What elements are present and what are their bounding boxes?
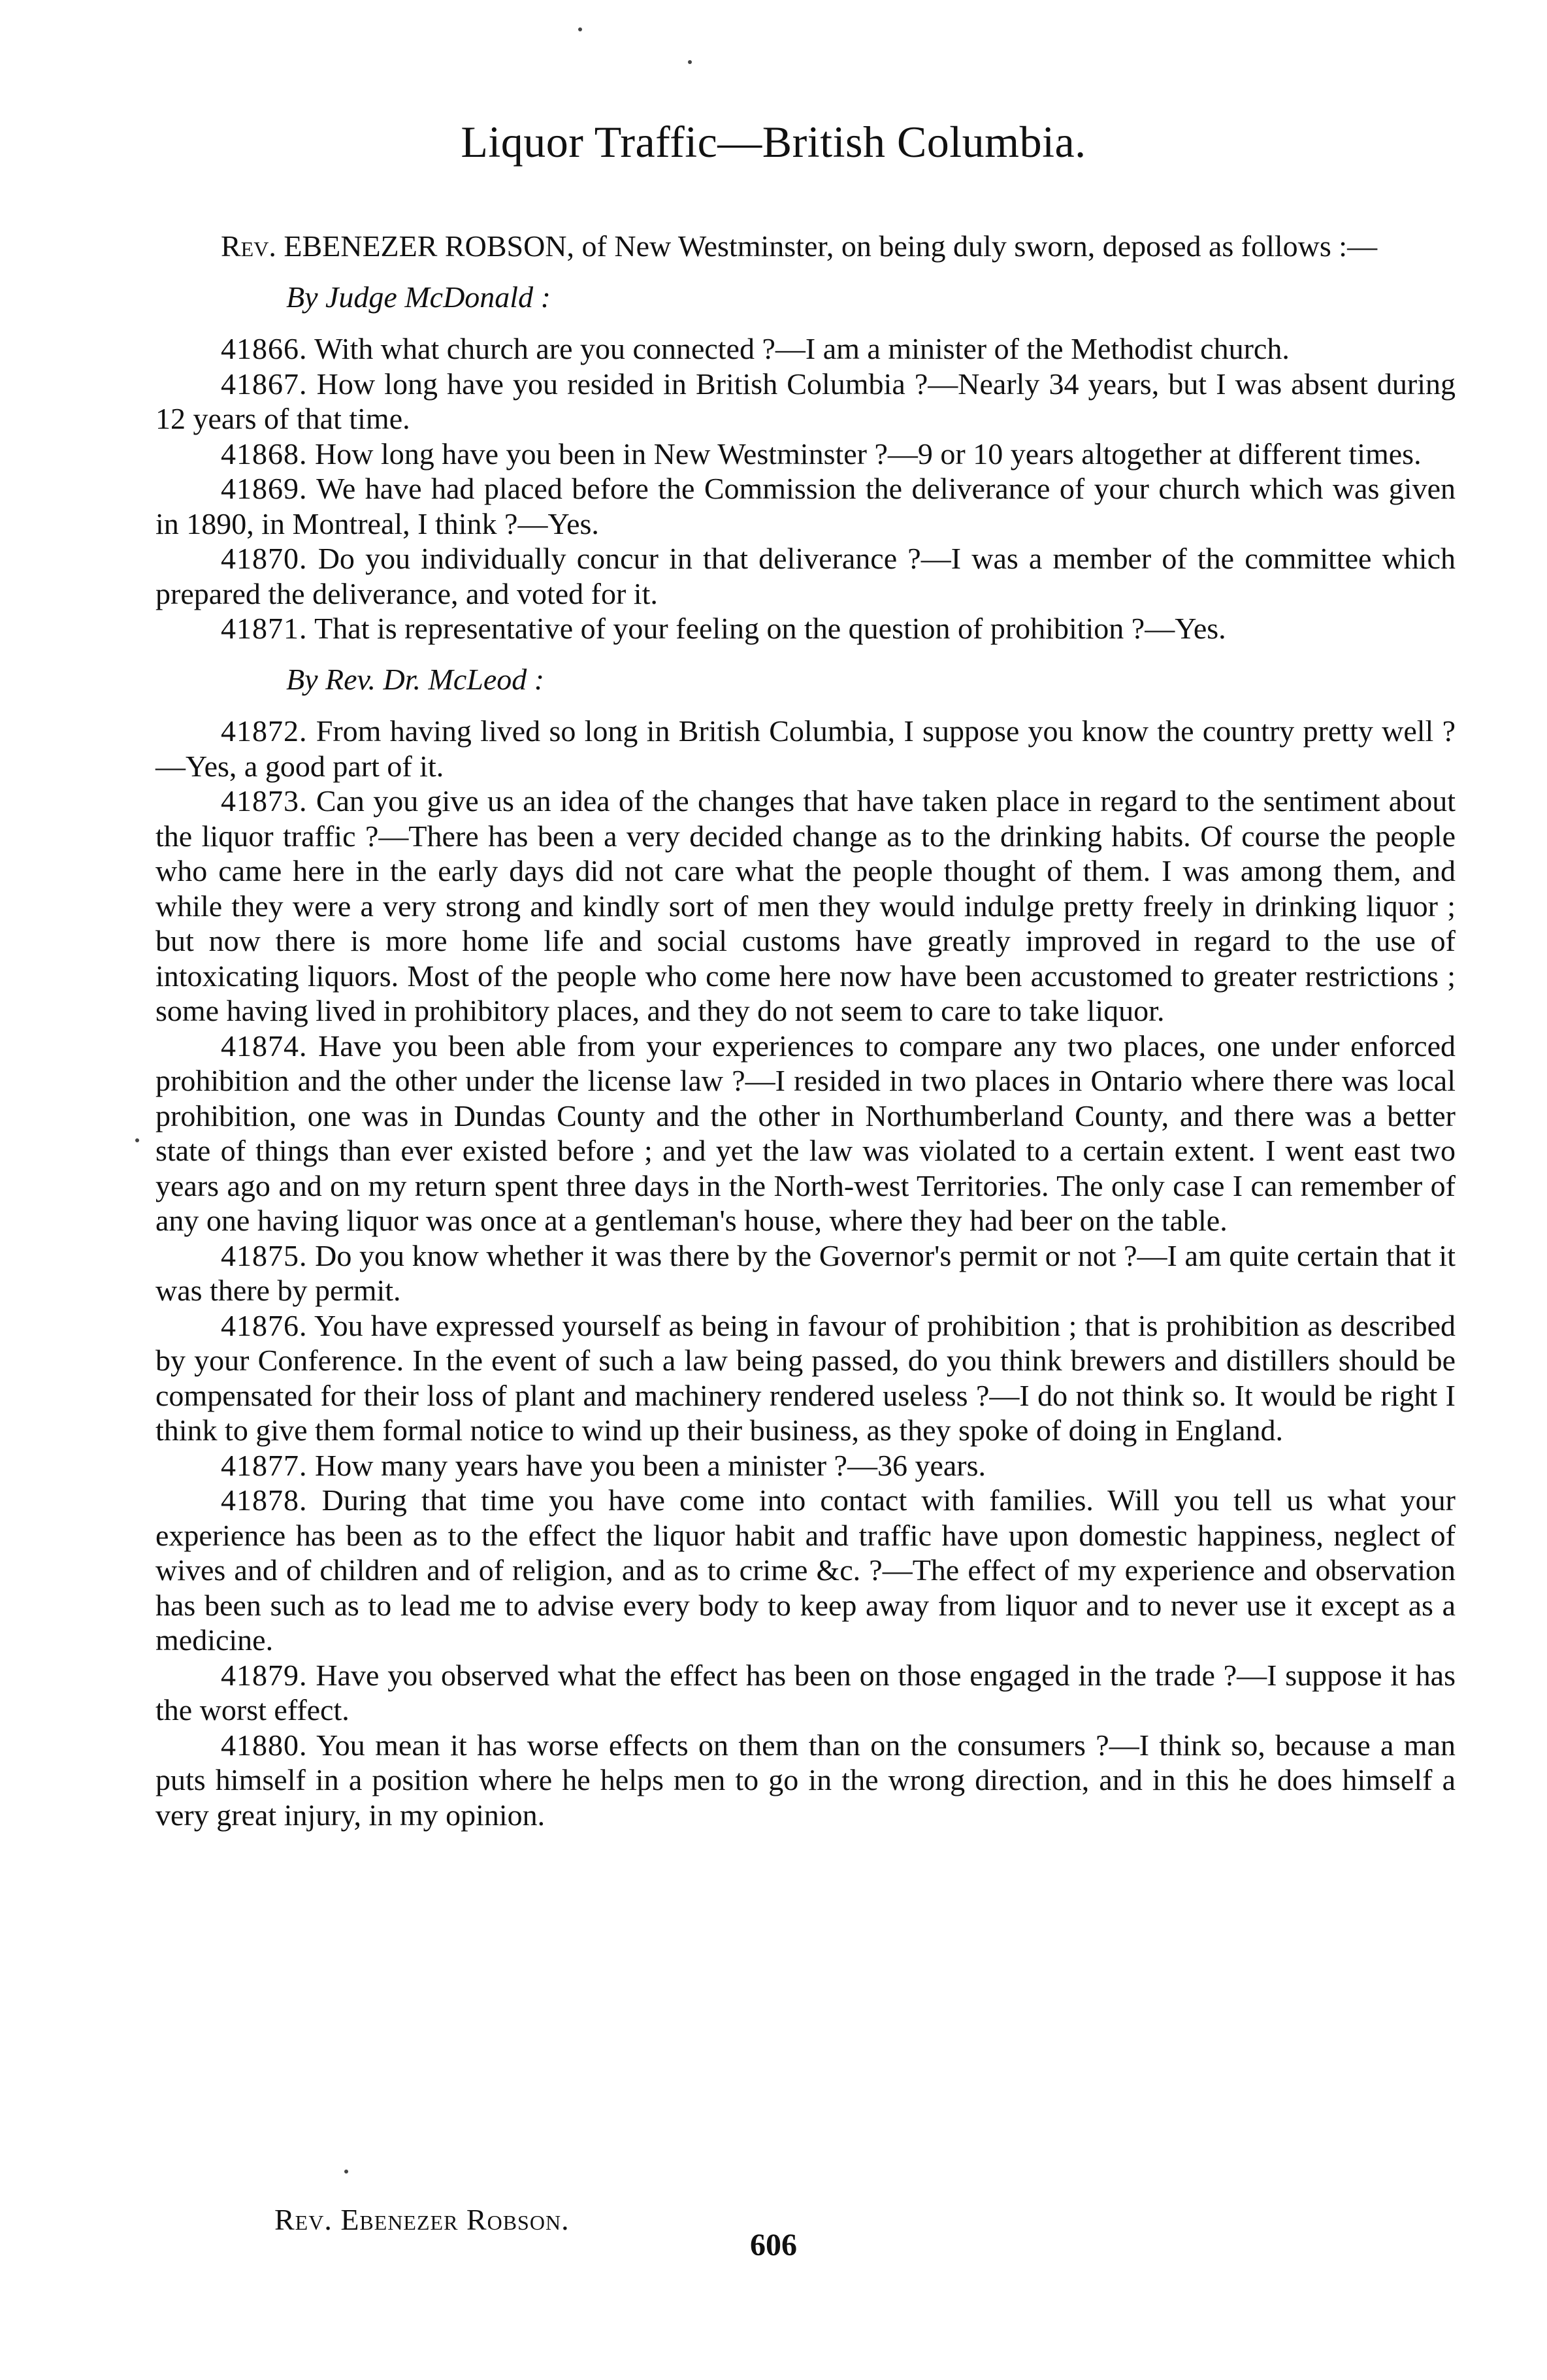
question-41871 <box>155 611 1456 646</box>
question-41874 <box>155 1029 1456 1238</box>
question-41867 <box>155 367 1456 437</box>
question-number: 41871. <box>221 612 308 645</box>
question-number: 41868. <box>221 437 308 471</box>
question-number: 41867. <box>221 367 308 401</box>
question-41866 <box>155 331 1456 367</box>
examiner-heading-1: By Judge McDonald : <box>286 280 551 314</box>
question-text: During that time you have come into contact with families. Will you tell us what your experience has been as to the effect the liquor habit and traffic have upon domestic happiness, neglect of wives and of children and of religion, and as to crime &c. ?—The effect of my experience and observation has been such as to lead me to advise every body to keep away from liquor and to never use it except as a medicine. <box>155 1483 1456 1657</box>
intro-text: EBENEZER ROBSON, of New Westminster, on being duly sworn, deposed as follows :— <box>284 229 1378 263</box>
question-number: 41875. <box>221 1238 308 1272</box>
question-41878 <box>155 1483 1456 1658</box>
question-number: 41866. <box>221 332 308 365</box>
question-number: 41876. <box>221 1308 308 1342</box>
question-number: 41879. <box>221 1658 308 1692</box>
question-text: Can you give us an idea of the changes that have taken place in regard to the sentiment about the liquor traffic ?—There has been a very decided change as to the drinking habits. Of course the people who came here in the early days did not care what the people thought of them. I was among them, and while they were a very strong and kindly sort of men they would indulge pretty freely in drinking liquor ; but now there is more home life and social customs have greatly improved in regard to the use of intoxicating liquors. Most of the people who come here now have been accustomed to greater restrictions ; some having lived in prohibitory places, and they do not seem to care to take liquor. <box>155 784 1456 1027</box>
page-number: 606 <box>750 2228 797 2262</box>
question-number: 41870. <box>221 542 308 575</box>
question-41873 <box>155 784 1456 1029</box>
scan-speck <box>135 1138 139 1142</box>
question-number: 41877. <box>221 1448 308 1482</box>
witness-signature: Rev. Ebenezer Robson. <box>274 2203 570 2236</box>
question-41870 <box>155 541 1456 611</box>
question-text: How long have you been in New Westminster ?—9 or 10 years altogether at different times. <box>315 437 1422 471</box>
intro-paragraph <box>155 229 1456 264</box>
question-41868 <box>155 437 1456 472</box>
question-text: How many years have you been a minister ?—36 years. <box>315 1448 986 1482</box>
question-number: 41873. <box>221 784 308 818</box>
question-41877 <box>155 1448 1456 1483</box>
question-text: Do you know whether it was there by the Governor's permit or not ?—I am quite certain that it was there by permit. <box>155 1238 1456 1307</box>
page-title: Liquor Traffic—British Columbia. <box>461 117 1086 167</box>
question-number: 41878. <box>221 1483 308 1517</box>
question-number: 41880. <box>221 1728 308 1762</box>
question-41875 <box>155 1238 1456 1308</box>
scan-speck <box>688 60 692 64</box>
question-text: With what church are you connected ?—I am a minister of the Methodist church. <box>314 332 1290 365</box>
testimony-body <box>155 229 1456 1832</box>
question-text: You mean it has worse effects on them than on the consumers ?—I think so, because a man puts himself in a position where he helps men to go in the wrong direction, and in this he does himself a very great injury, in my opinion. <box>155 1728 1456 1832</box>
question-41869 <box>155 471 1456 541</box>
question-41880 <box>155 1728 1456 1833</box>
question-41872 <box>155 714 1456 784</box>
intro-honorific: Rev. <box>221 229 276 263</box>
question-text: We have had placed before the Commission the deliverance of your church which was given in 1890, in Montreal, I think ?—Yes. <box>155 472 1456 540</box>
examiner-heading-2: By Rev. Dr. McLeod : <box>286 662 545 696</box>
question-text: You have expressed yourself as being in favour of prohibition ; that is prohibition as described by your Conference. In the event of such a law being passed, do you think brewers and distillers should be compensated for their loss of plant and machinery rendered useless ?—I do not think so. It would be right I think to give them formal notice to wind up their business, as they spoke of doing in England. <box>155 1308 1456 1447</box>
question-number: 41874. <box>221 1029 308 1063</box>
question-text: Do you individually concur in that deliverance ?—I was a member of the committee which prepared the deliverance, and voted for it. <box>155 542 1456 610</box>
question-text: From having lived so long in British Columbia, I suppose you know the country pretty well ?—Yes, a good part of it. <box>155 714 1456 783</box>
question-41879 <box>155 1658 1456 1728</box>
question-text: Have you been able from your experiences to compare any two places, one under enforced prohibition and the other under the license law ?—I resided in two places in Ontario where there was local prohibition, one was in Dundas County and the other in Northumberland County, and there was a better state of things than ever existed before ; and yet the law was violated to a certain extent. I went east two years ago and on my return spent three days in the North-west Territories. The only case I can remember of any one having liquor was once at a gentleman's house, where they had beer on the table. <box>155 1029 1456 1237</box>
question-number: 41872. <box>221 714 308 748</box>
question-41876 <box>155 1308 1456 1448</box>
scan-speck <box>578 27 582 31</box>
question-text: Have you observed what the effect has been on those engaged in the trade ?—I suppose it has the worst effect. <box>155 1658 1456 1727</box>
question-number: 41869. <box>221 472 308 505</box>
scan-speck <box>344 2170 348 2173</box>
question-text: That is representative of your feeling on the question of prohibition ?—Yes. <box>314 612 1226 645</box>
question-text: How long have you resided in British Columbia ?—Nearly 34 years, but I was absent during 12 years of that time. <box>155 367 1456 435</box>
